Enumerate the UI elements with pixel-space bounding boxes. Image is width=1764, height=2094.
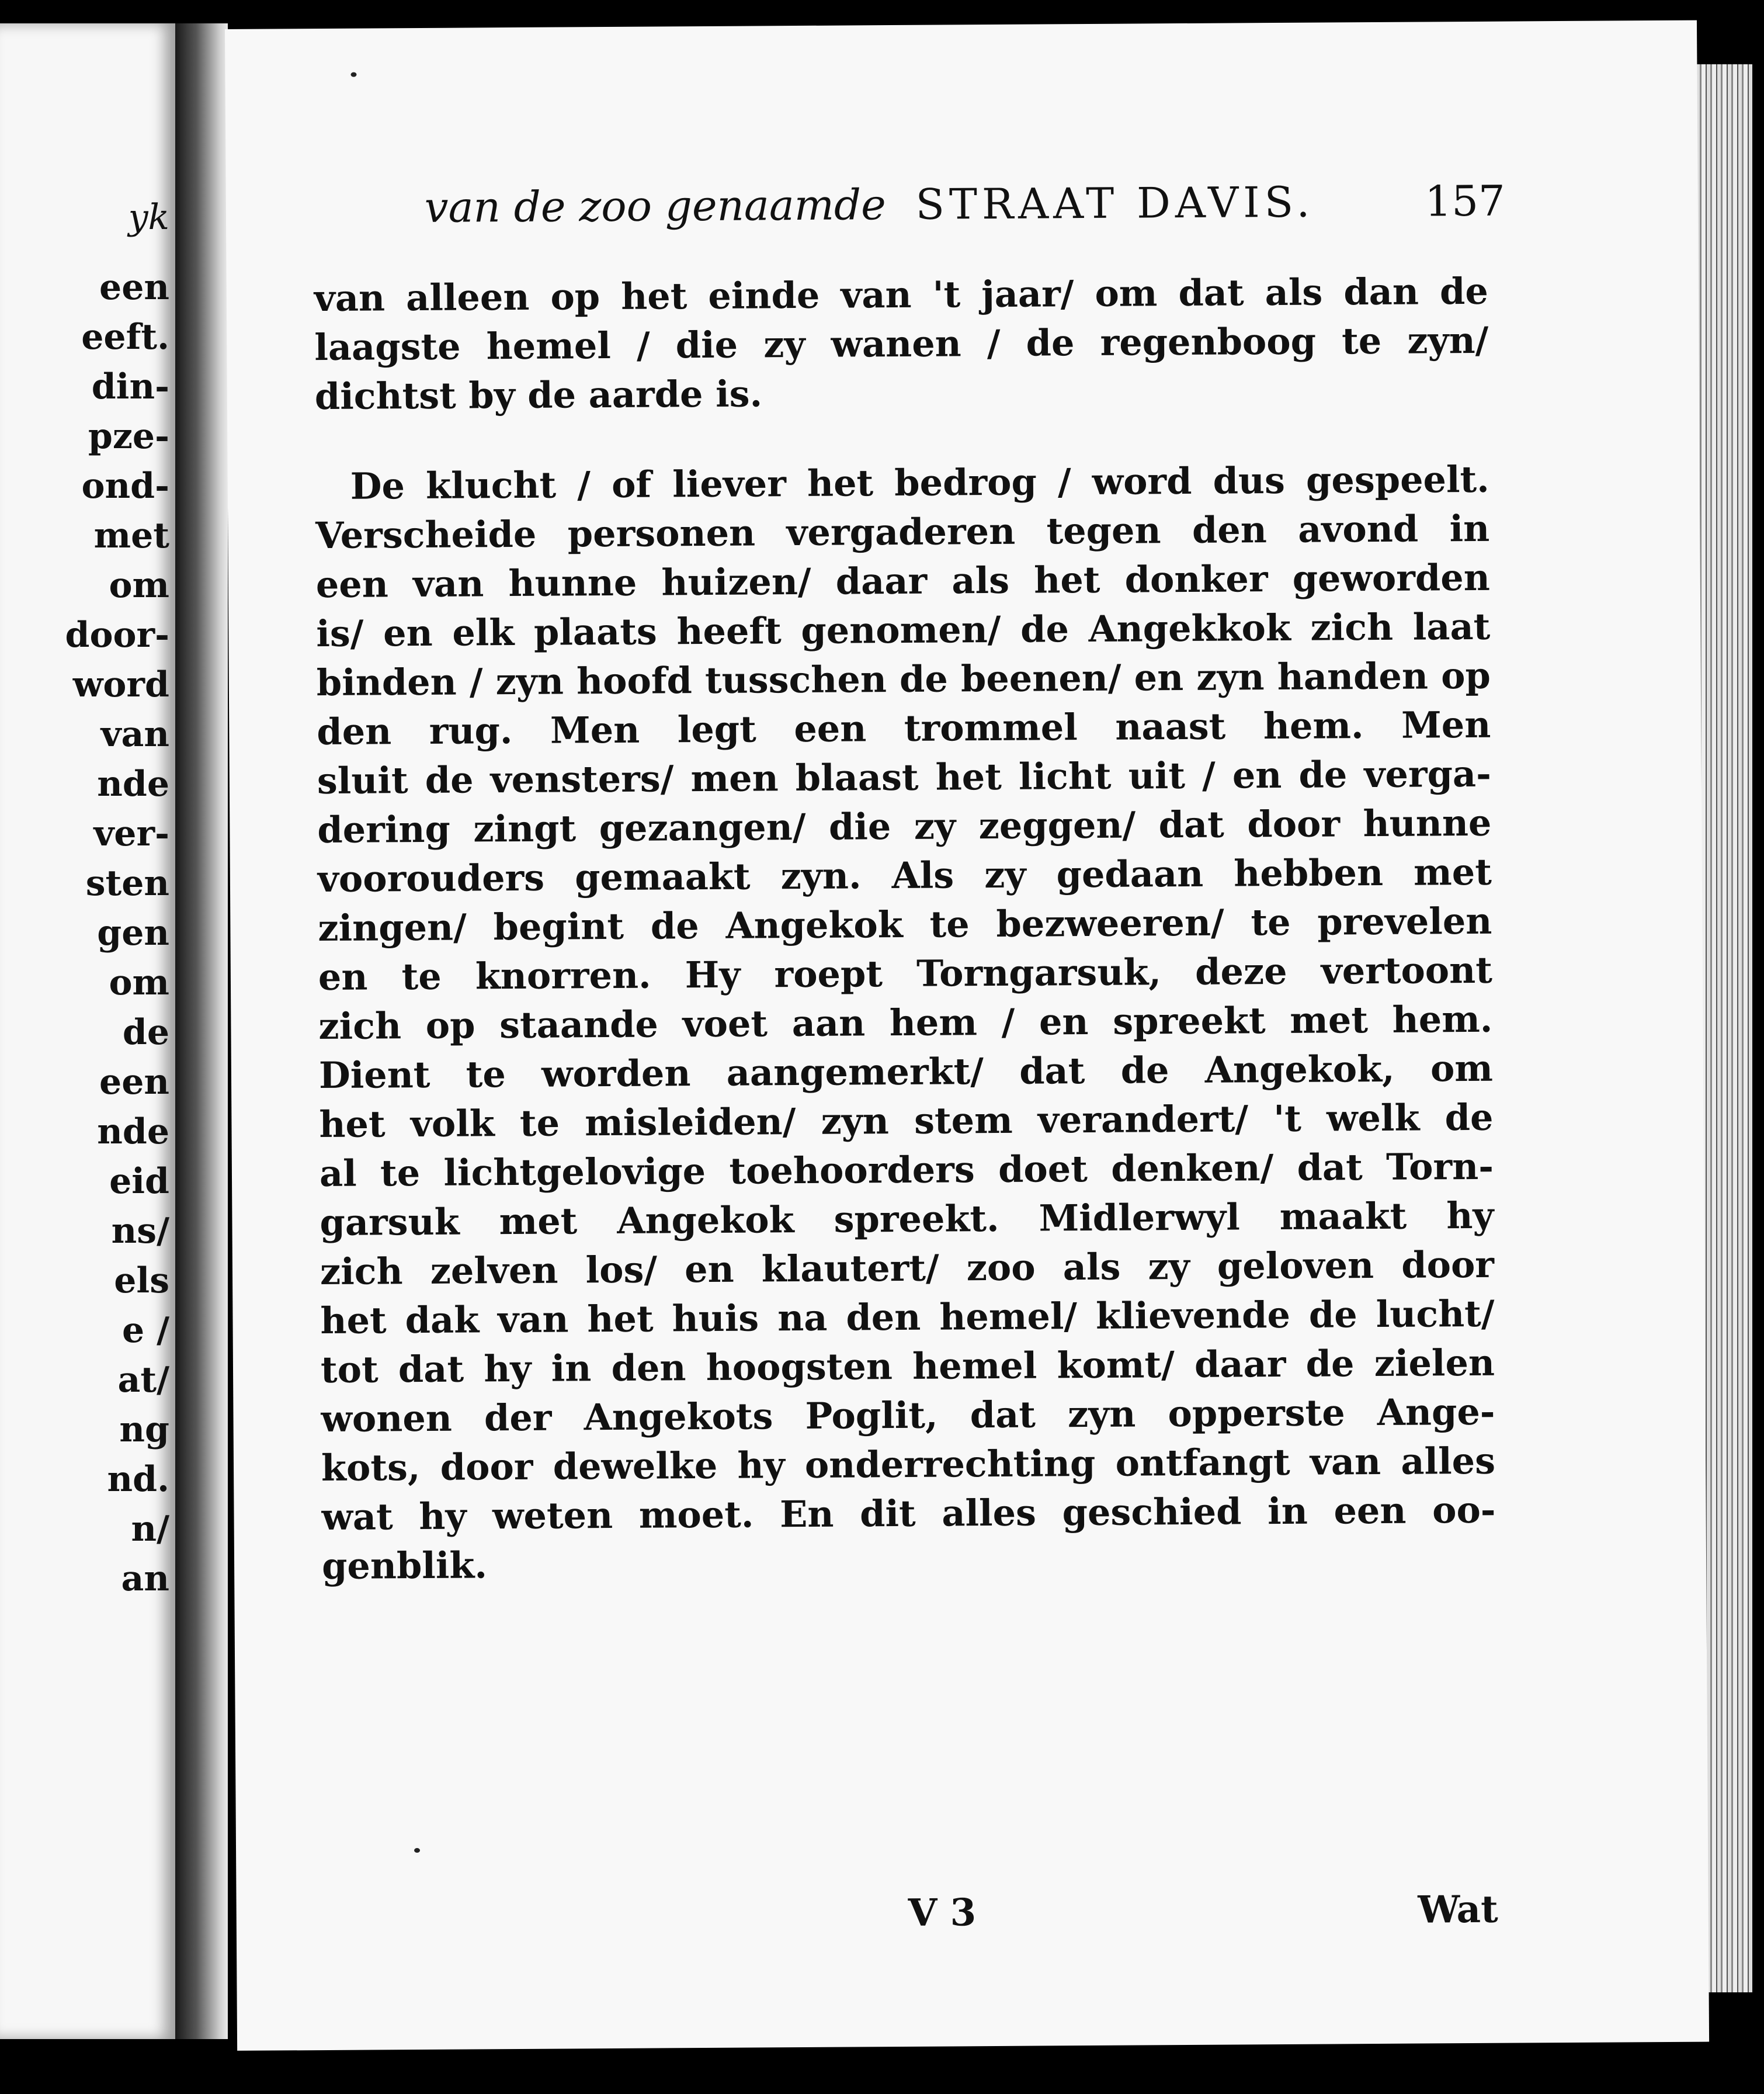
left-fragment: at/ [117,1360,169,1400]
left-fragment: an [121,1558,169,1599]
paragraph-2 [315,455,1496,1591]
text-line: sluit de vensters/ men blaast het licht uit / en de verga- [317,752,1492,803]
header-italic: van de zoo genaamde [424,180,886,232]
text-line: het volk te misleiden/ zyn stem verandert/ 't welk de [319,1095,1494,1146]
text-line: tot dat hy in den hoogsten hemel komt/ daar de zielen [320,1341,1495,1392]
text-line: en te knorren. Hy roept Torngarsuk, deze vertoont [318,948,1493,999]
left-fragment: nd. [107,1459,169,1500]
left-fragment: sten [85,863,169,904]
left-fragment: n/ [131,1509,169,1549]
left-fragment: word [72,664,169,705]
text-line: garsuk met Angekok spreekt. Midlerwyl maakt hy [320,1194,1494,1244]
left-fragment: ng [119,1409,169,1450]
left-fragment: de [122,1012,169,1053]
text-line: zingen/ begint de Angekok te bezweeren/ te prevelen [318,899,1492,950]
text-line: is/ en elk plaats heeft genomen/ de Angekkok zich laat [316,605,1491,656]
left-fragment: eid [109,1161,169,1202]
left-page [0,23,175,2039]
book-gutter [175,23,228,2039]
signature-mark: V 3 [908,1891,977,1935]
catchword: Wat [1418,1887,1498,1932]
header-caps: STRAAT DAVIS. [915,177,1315,229]
left-fragment: door- [65,615,169,656]
text-line: Dient te worden aangemerkt/ dat de Angekok, om [318,1046,1494,1097]
ink-speck [350,72,356,77]
left-fragment: yk [128,197,169,238]
running-header [425,176,1505,232]
left-fragment: ns/ [111,1211,169,1251]
paragraph-1 [314,267,1489,421]
left-fragment: van [100,714,169,755]
text-line: binden / zyn hoofd tusschen de beenen/ en zyn handen op [316,654,1491,705]
text-line: zich op staande voet aan hem / en spreekt met hem. [318,997,1493,1048]
text-line: kots, door dewelke hy onderrechting ontfangt van alles [321,1439,1496,1490]
text-line: zich zelven los/ en klautert/ zoo als zy geloven door [320,1243,1495,1294]
left-fragment: e / [122,1310,169,1351]
text-line: genblik. [321,1544,488,1588]
left-fragment: nde [97,764,169,805]
text-line: De klucht / of liever het bedrog / word dus gespeelt. [350,457,1489,508]
left-page-text-fragments [65,193,169,1604]
text-line: den rug. Men legt een trommel naast hem. Men [317,703,1491,754]
left-fragment: eeft. [81,317,169,358]
text-line: al te lichtgelovige toehoorders doet denken/ dat Torn- [319,1145,1494,1195]
text-line: Verscheide personen vergaderen tegen den avond in [315,507,1490,557]
page-number: 157 [1425,176,1506,226]
left-fragment: ond- [81,466,169,507]
right-page [225,20,1709,2051]
left-fragment: een [99,267,169,308]
text-line: een van hunne huizen/ daar als het donker geworden [315,556,1490,606]
left-fragment: met [93,515,169,556]
text-line: wat hy weten moet. En dit alles geschied in een oo- [321,1488,1496,1539]
left-fragment: els [114,1260,169,1301]
left-fragment: om [109,962,169,1003]
text-line: voorouders gemaakt zyn. Als zy gedaan hebben met [317,850,1492,901]
text-line: laagste hemel / die zy wanen / de regenboog te zyn/ [314,318,1489,369]
left-fragment: din- [91,366,169,407]
left-fragment: een [99,1062,169,1103]
left-fragment: gen [97,913,169,954]
text-line: dering zingt gezangen/ die zy zeggen/ dat door hunne [317,801,1492,852]
text-line: wonen der Angekots Poglit, dat zyn opperste Ange- [321,1390,1495,1441]
text-line: het dak van het huis na den hemel/ klievende de lucht/ [320,1292,1495,1343]
text-line: dichtst by de aarde is. [314,372,763,418]
left-fragment: ver- [93,813,169,854]
text-line: van alleen op het einde van 't jaar/ om dat als dan de [314,269,1489,320]
left-fragment: om [109,565,169,606]
left-fragment: pze- [88,416,169,457]
left-fragment: nde [97,1111,169,1152]
page-footer [324,1885,1498,1935]
ink-speck [414,1848,420,1853]
body-text [314,267,1498,1935]
